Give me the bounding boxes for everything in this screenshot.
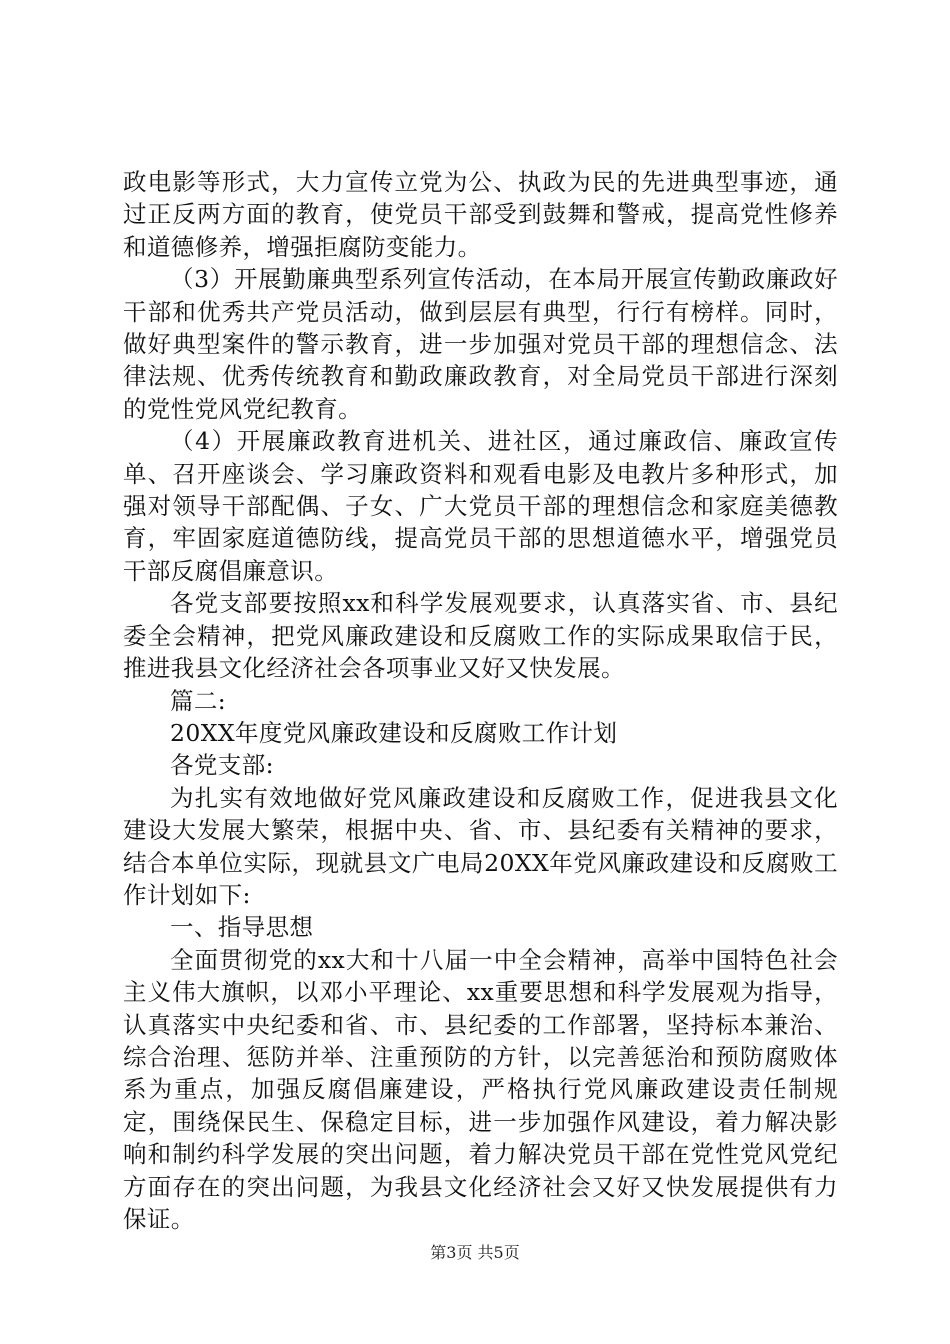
- heading-guiding-thought: 一、指导思想: [170, 913, 314, 942]
- paragraph-item-3: （3）开展勤廉典型系列宣传活动，在本局开展宣传勤政廉政好干部和优秀共产党员活动，做到层层有典型，行行有榜样。同时，做好典型案件的警示教育，进一步加强对党员干部的理想信念、法律法规、优秀传统教育和勤政廉政教育，对全局党员干部进行深刻的党性党风党纪教育。: [123, 265, 838, 423]
- paragraph-preface: 为扎实有效地做好党风廉政建设和反腐败工作，促进我县文化建设大发展大繁荣，根据中央、省、市、县纪委有关精神的要求，结合本单位实际，现就县文广电局20XX年党风廉政建设和反腐败工作计划如下:: [123, 783, 838, 909]
- page-number-footer: 第3页 共5页: [430, 1243, 520, 1262]
- paragraph-guiding-thought: 全面贯彻党的xx大和十八届一中全会精神，高举中国特色社会主义伟大旗帜，以邓小平理论、xx重要思想和科学发展观为指导，认真落实中央纪委和省、市、县纪委的工作部署，坚持标本兼治、综合治理、惩防并举、注重预防的方针，以完善惩治和预防腐败体系为重点，加强反腐倡廉建设，严格执行党风廉政建设责任制规定，围绕保民生、保稳定目标，进一步加强作风建设，着力解决影响和制约科学发展的突出问题，着力解决党员干部在党性党风党纪方面存在的突出问题，为我县文化经济社会又好又快发展提供有力保证。: [123, 945, 838, 1233]
- document-body: [123, 166, 838, 1235]
- paragraph-conclusion: 各党支部要按照xx和科学发展观要求，认真落实省、市、县纪委全会精神，把党风廉政建设和反腐败工作的实际成果取信于民，推进我县文化经济社会各项事业又好又快发展。: [123, 589, 838, 683]
- salutation: 各党支部:: [170, 751, 274, 780]
- paragraph-continued-intro: 政电影等形式，大力宣传立党为公、执政为民的先进典型事迹，通过正反两方面的教育，使党员干部受到鼓舞和警戒，提高党性修养和道德修养，增强拒腐防变能力。: [123, 168, 838, 261]
- document-title: 20XX年度党风廉政建设和反腐败工作计划: [170, 718, 618, 747]
- section-label: 篇二:: [170, 686, 227, 715]
- paragraph-item-4: （4）开展廉政教育进机关、进社区，通过廉政信、廉政宣传单、召开座谈会、学习廉政资料和观看电影及电教片多种形式，加强对领导干部配偶、子女、广大党员干部的理想信念和家庭美德教育，牢固家庭道德防线，提高党员干部的思想道德水平，增强党员干部反腐倡廉意识。: [123, 427, 838, 585]
